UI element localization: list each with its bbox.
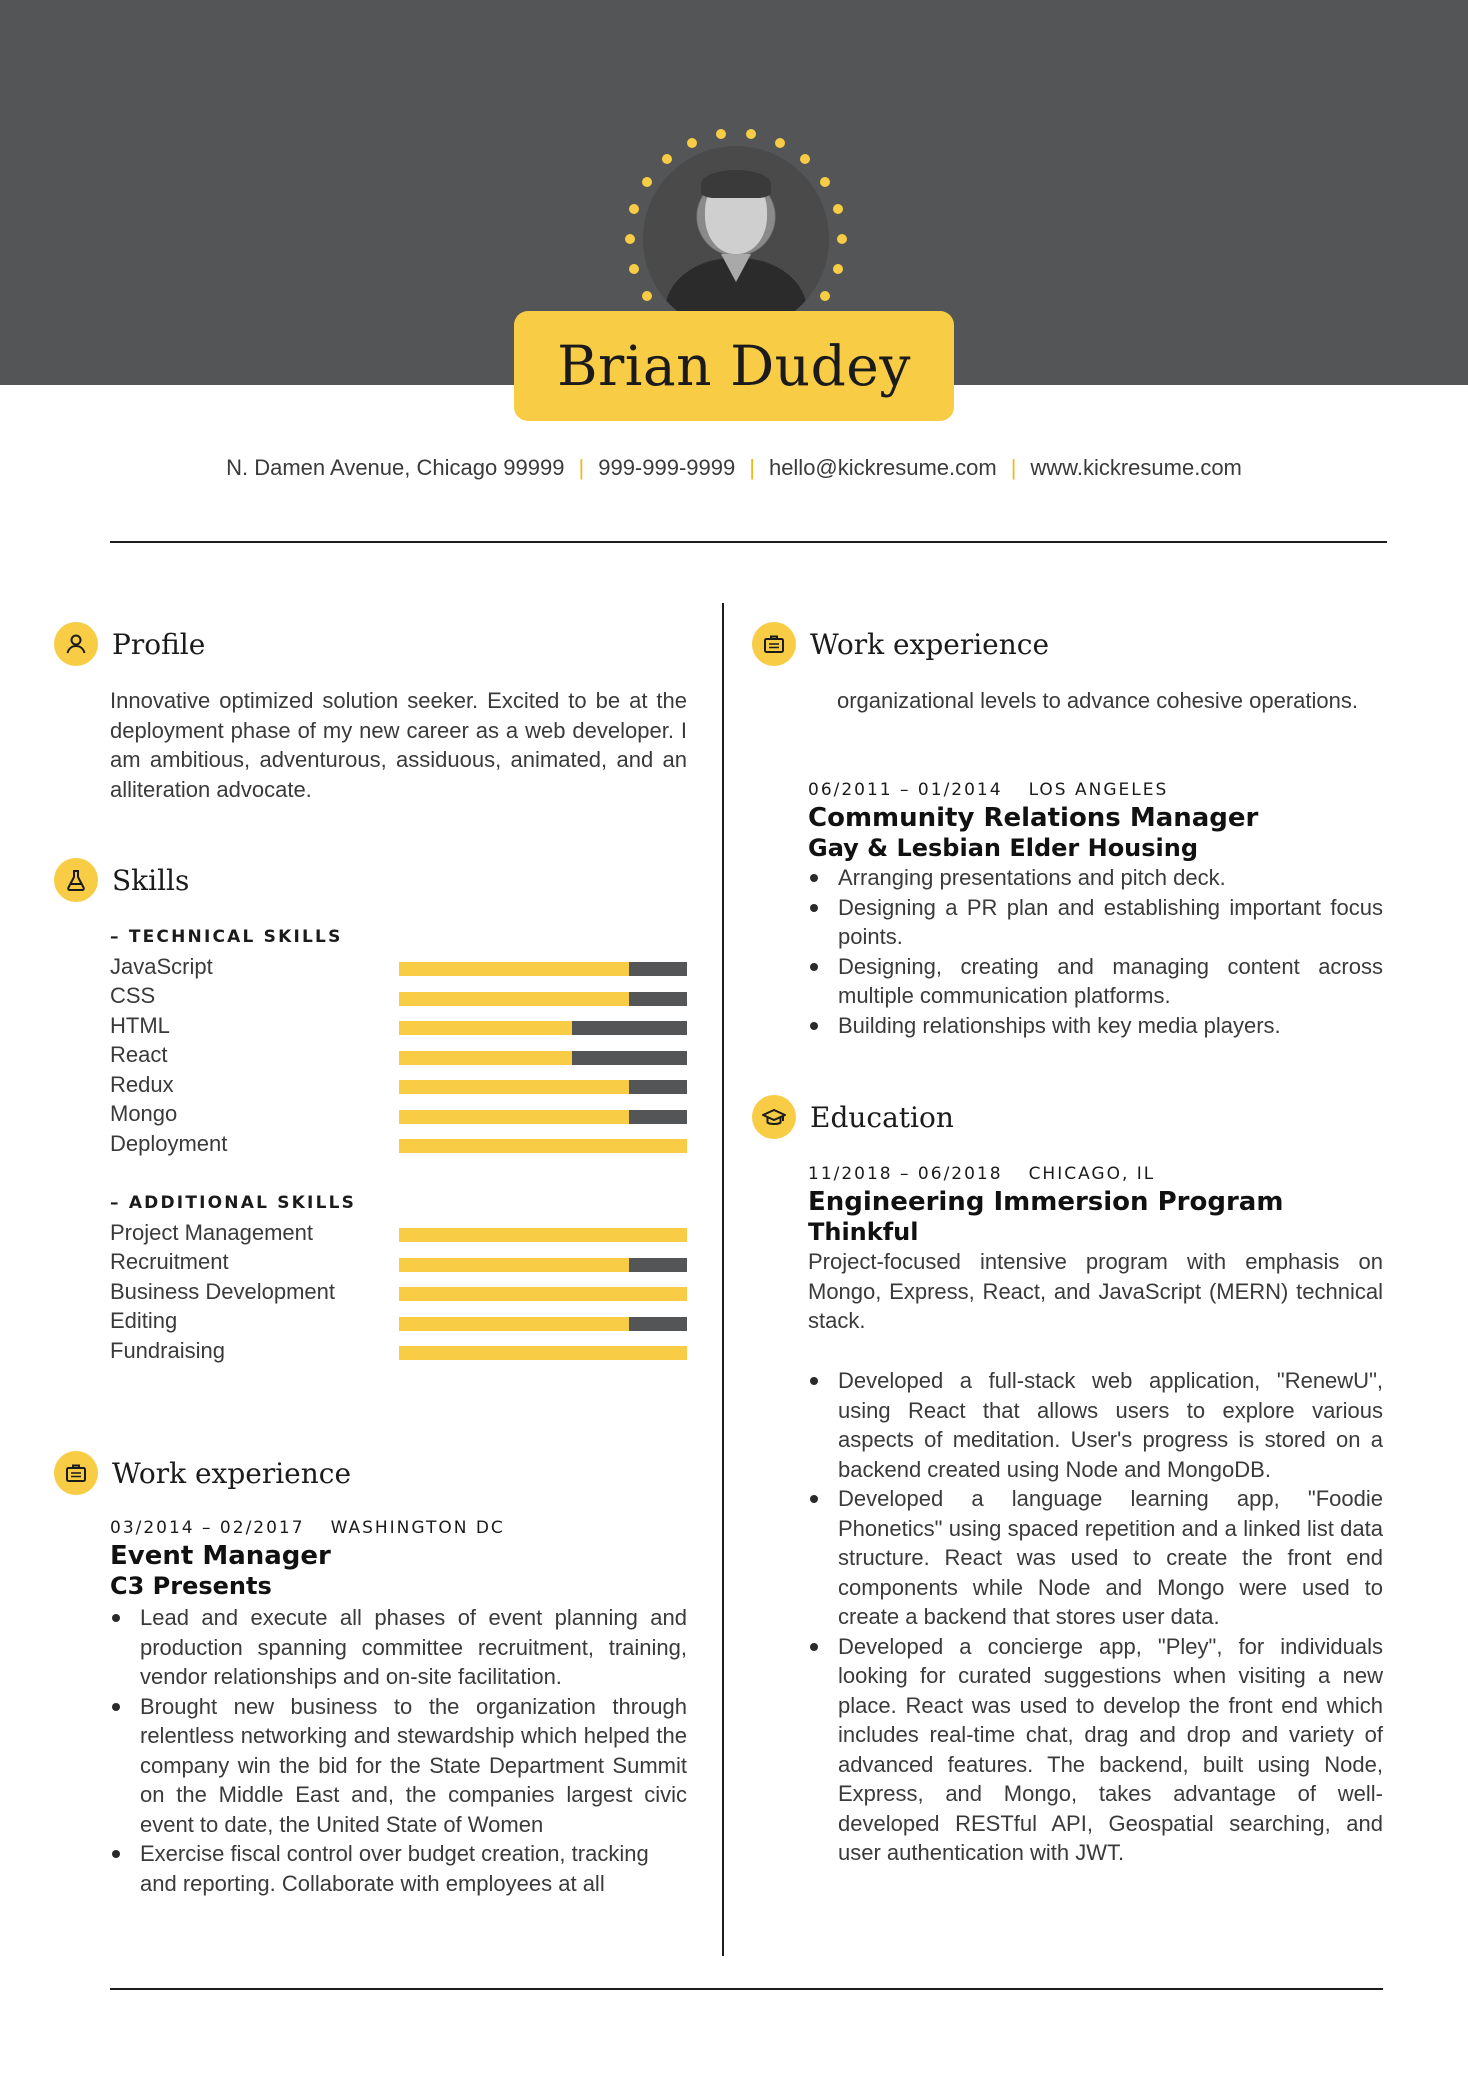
contact-email[interactable]: hello@kickresume.com [768,455,997,480]
work-right-bullets [808,863,1383,1040]
work-left-company: C3 Presents [110,1572,272,1600]
education-bullets [808,1366,1383,1868]
education-meta [808,1164,1155,1184]
skill-row [110,1070,687,1100]
skill-name: Project Management [110,1219,313,1245]
skill-level-bar [399,962,687,976]
skill-level-bar [399,992,687,1006]
skill-level-fill [399,1051,572,1065]
list-item: Designing a PR plan and establishing important focus points. [808,893,1383,952]
skill-row [110,1218,687,1248]
skill-level-fill [399,1110,629,1124]
ring-dot [775,138,785,148]
skill-row [110,982,687,1012]
work-right-job-title: Community Relations Manager [808,803,1259,833]
skill-name: Redux [110,1071,174,1097]
ring-dot [746,129,756,139]
graduation-cap-icon [752,1095,796,1139]
skill-name: Mongo [110,1101,178,1127]
briefcase-icon [54,1451,98,1495]
skill-row [110,1129,687,1159]
ring-dot [629,204,639,214]
work-left-job-title: Event Manager [110,1541,331,1571]
list-item: Arranging presentations and pitch deck. [808,863,1383,893]
education-dates: 11/2018 – 06/2018 [808,1164,1003,1184]
skill-name: Recruitment [110,1249,229,1275]
work-left-location: WASHINGTON DC [330,1518,505,1538]
candidate-name: Brian Dudey [557,334,911,398]
contact-phone[interactable]: 999-999-9999 [598,455,736,480]
work-right-section-header [752,622,1049,666]
skill-level-bar [399,1139,687,1153]
skill-level-bar [399,1346,687,1360]
contact-separator: | [578,455,585,480]
skill-level-fill [399,1317,629,1331]
skill-name: JavaScript [110,953,213,979]
list-item: Developed a concierge app, "Pley", for individuals looking for curated suggestions when visiting a new place. React was used to develop the front end which includes real-time chat, drag and drop and variety of advanced features. The backend, built using Node, Express, and Mongo, takes advantage of well-developed RESTful API, Geospatial searching, and user authentication with JWT. [808,1632,1383,1868]
column-divider [722,603,724,1956]
skill-row [110,1100,687,1130]
contact-line [0,455,1468,481]
skill-name: Deployment [110,1130,228,1156]
skill-name: Business Development [110,1278,336,1304]
education-title: Education [810,1100,954,1134]
work-left-meta [110,1518,505,1538]
list-item: Developed a full-stack web application, "RenewU", using React that allows users to explore various aspects of meditation. User's progress is stored on a backend created using Node and MongoDB. [808,1366,1383,1484]
ring-dot [837,234,847,244]
education-location: CHICAGO, IL [1028,1164,1156,1184]
skill-level-fill [399,1258,629,1272]
ring-dot [687,138,697,148]
skill-name: React [110,1042,168,1068]
name-banner [514,311,954,421]
ring-dot [833,204,843,214]
work-left-dates: 03/2014 – 02/2017 [110,1518,305,1538]
skill-level-fill [399,962,629,976]
list-item: Building relationships with key media players. [808,1011,1383,1041]
profile-section-header [54,622,205,666]
education-school: Thinkful [808,1218,919,1246]
contact-separator: | [749,455,755,480]
list-item: Developed a language learning app, "Foodie Phonetics" using spaced repetition and a linked list data structure. React was used to create the front end components while Node and Mongo were used to create a backend that stores user data. [808,1484,1383,1632]
ring-dot [800,154,810,164]
skill-level-fill [399,1346,687,1360]
skills-title: Skills [112,863,190,897]
skill-level-bar [399,1228,687,1242]
ring-dot [820,291,830,301]
skill-level-fill [399,1287,687,1301]
ring-dot [833,264,843,274]
ring-dot [716,129,726,139]
skill-level-fill [399,1139,687,1153]
person-icon [54,622,98,666]
skill-row [110,1248,687,1278]
education-description: Project-focused intensive program with emphasis on Mongo, Express, React, and JavaScript (MERN) technical stack. [808,1249,1383,1333]
bottom-divider [110,1988,1383,1990]
profile-photo [643,146,829,332]
skill-row [110,952,687,982]
contact-separator: | [1010,455,1017,480]
ring-dot [642,177,652,187]
skill-name: Editing [110,1308,178,1334]
skill-level-bar [399,1110,687,1124]
ring-dot [820,177,830,187]
skill-name: Fundraising [110,1337,225,1363]
ring-dot [642,291,652,301]
work-right-company: Gay & Lesbian Elder Housing [808,834,1199,862]
skill-level-bar [399,1287,687,1301]
work-left-bullets [110,1603,687,1898]
profile-text: Innovative optimized solution seeker. Excited to be at the deployment phase of my new career as a web developer. I am ambitious, adventurous, assiduous, animated, and an alliteration advocate. [110,688,687,802]
list-item: Exercise fiscal control over budget creation, tracking and reporting. Collaborate with employees at all [110,1839,687,1898]
skill-row [110,1336,687,1366]
work-right-meta [808,780,1168,800]
work-right-dates: 06/2011 – 01/2014 [808,780,1003,800]
list-item: Brought new business to the organization through relentless networking and stewardship which helped the company win the bid for the State Department Summit on the Middle East and, the companies largest civic event to date, the United State of Women [110,1692,687,1840]
briefcase-icon [752,622,796,666]
contact-website[interactable]: www.kickresume.com [1030,455,1242,480]
skill-name: HTML [110,1012,170,1038]
contact-address: N. Damen Avenue, Chicago 99999 [226,455,565,480]
skill-row [110,1277,687,1307]
skill-level-fill [399,992,629,1006]
work-right-location: LOS ANGELES [1028,780,1169,800]
skill-level-bar [399,1317,687,1331]
work-right-title: Work experience [810,627,1050,661]
skill-level-bar [399,1051,687,1065]
list-item: Lead and execute all phases of event planning and production spanning committee recruitment, training, vendor relationships and on-site facilitation. [110,1603,687,1692]
education-program: Engineering Immersion Program [808,1187,1284,1217]
education-section-header [752,1095,954,1139]
flask-icon [54,858,98,902]
additional-skills-heading: – ADDITIONAL SKILLS [110,1193,357,1213]
skill-row [110,1307,687,1337]
skill-level-bar [399,1021,687,1035]
ring-dot [629,264,639,274]
skills-section-header [54,858,189,902]
top-divider [110,541,1387,543]
work-left-title: Work experience [112,1456,352,1490]
list-item: Designing, creating and managing content across multiple communication platforms. [808,952,1383,1011]
skill-row [110,1041,687,1071]
skill-level-fill [399,1228,687,1242]
profile-title: Profile [112,627,206,661]
ring-dot [662,154,672,164]
skill-level-bar [399,1080,687,1094]
skill-row [110,1011,687,1041]
skill-level-fill [399,1080,629,1094]
technical-skills-heading: – TECHNICAL SKILLS [110,927,343,947]
skill-level-bar [399,1258,687,1272]
work-right-continued-text: organizational levels to advance cohesive operations. [837,688,1358,713]
ring-dot [625,234,635,244]
skill-level-fill [399,1021,572,1035]
work-left-section-header [54,1451,351,1495]
skill-name: CSS [110,983,156,1009]
